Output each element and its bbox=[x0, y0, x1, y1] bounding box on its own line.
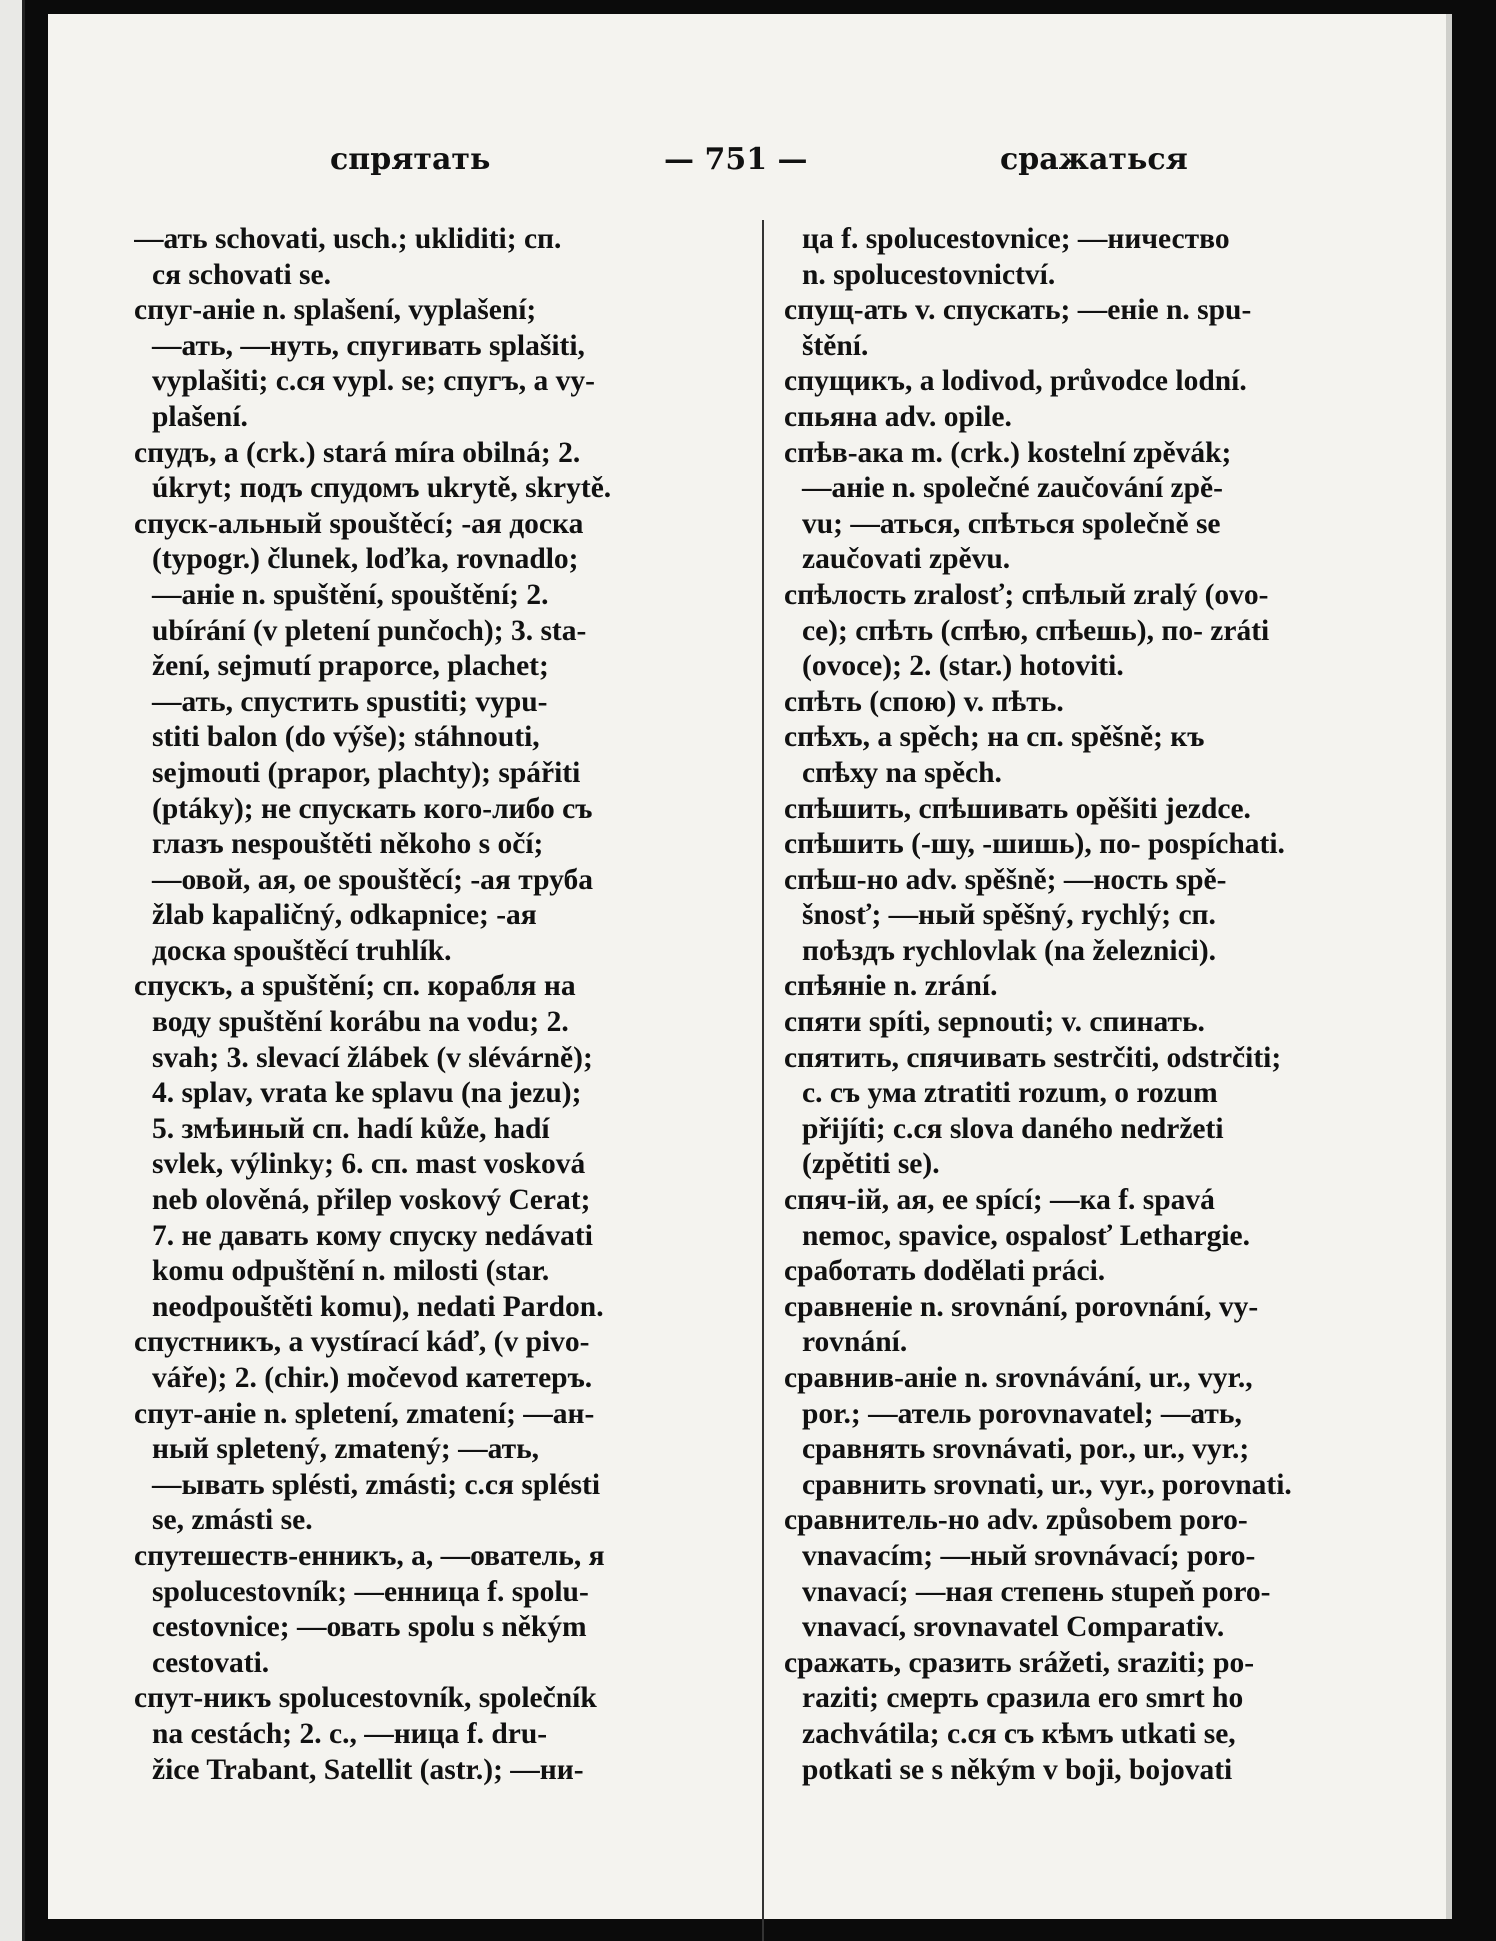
entry-line: se, zmásti se. bbox=[152, 1504, 313, 1537]
entry-line: šnosť; —ный spěšný, rychlý; сп. bbox=[802, 899, 1216, 932]
entry-line: сравнять srovnávati, por., ur., vyr.; bbox=[802, 1433, 1250, 1466]
entry-line: спудъ, a (crk.) stará míra obilná; 2. bbox=[134, 436, 581, 469]
entry-line: с. съ ума ztratiti rozum, o rozum bbox=[802, 1077, 1218, 1110]
entry-line: rovnání. bbox=[802, 1326, 908, 1359]
right-column bbox=[784, 222, 1396, 1788]
entry-line: 5. змѣиный сп. hadí kůže, hadí bbox=[152, 1112, 550, 1145]
entry-line: —ать, спустить spustiti; vypu- bbox=[152, 685, 548, 718]
entry-line: —аніе n. spuštění, spouštění; 2. bbox=[152, 578, 549, 611]
entry-line: спут-никъ spolucestovník, společník bbox=[134, 1682, 597, 1715]
entry-line: ся schovati se. bbox=[152, 258, 332, 291]
entry-line: спѣхъ, a spěch; на сп. spěšně; къ bbox=[784, 721, 1205, 754]
entry-line: plašení. bbox=[152, 400, 248, 433]
entry-line: ца f. spolucestovnice; —ничество bbox=[802, 223, 1230, 255]
entry-line: спуск-альный spouštěcí; -ая доска bbox=[134, 507, 584, 540]
entry-line: спѣяніе n. zrání. bbox=[784, 970, 998, 1003]
entry-line: 4. splav, vrata ke splavu (na jezu); bbox=[152, 1077, 582, 1110]
entry-line: доска spouštěcí truhlík. bbox=[152, 934, 452, 967]
entry-line: спѣлость zralosť; спѣлый zralý (ovo- bbox=[784, 578, 1269, 611]
entry-line: žlab kapaličný, odkapnice; -ая bbox=[152, 899, 537, 932]
entry-line: přijíti; с.ся slova daného nedržeti bbox=[802, 1112, 1224, 1145]
entry-line: —аніе n. společné zaučování zpě- bbox=[802, 472, 1223, 505]
entry-line: svlek, výlinky; 6. сп. mast vosková bbox=[152, 1148, 586, 1181]
entry-line: neodpouštěti komu), nedati Pardon. bbox=[152, 1290, 604, 1323]
entry-line: спяч-ій, ая, ее spící; —ка f. spavá bbox=[784, 1184, 1215, 1217]
entry-line: сработать dodělati práci. bbox=[784, 1255, 1106, 1288]
entry-line: воду spuštění korábu na vodu; 2. bbox=[152, 1006, 569, 1039]
entry-line: спущикъ, a lodivod, průvodce lodní. bbox=[784, 365, 1247, 398]
entry-line: por.; —атель porovnavatel; —ать, bbox=[802, 1397, 1242, 1430]
entry-line: сравненіе n. srovnání, porovnání, vy- bbox=[784, 1290, 1259, 1323]
entry-line: vnavacím; —ный srovnávací; poro- bbox=[802, 1539, 1256, 1572]
entry-line: neb olověná, přilep voskový Cerat; bbox=[152, 1184, 591, 1217]
entry-line: поѣздъ rychlovlak (na železnici). bbox=[802, 934, 1217, 967]
entry-line: cestovnice; —овать spolu s někým bbox=[152, 1611, 587, 1644]
entry-line: спяти spíti, sepnouti; v. спинать. bbox=[784, 1006, 1205, 1039]
entry-line: štění. bbox=[802, 329, 869, 362]
entry-line: váře); 2. (chir.) močevod катетеръ. bbox=[152, 1362, 593, 1394]
previous-page-edge bbox=[0, 0, 25, 1941]
entry-line: спускъ, a spuštění; сп. корабля на bbox=[134, 970, 576, 1003]
entry-line: сравнитель-но adv. způsobem poro- bbox=[784, 1504, 1248, 1537]
entry-line: спѣшить (-шу, -шишь), по- pospíchati. bbox=[784, 828, 1285, 861]
entry-line: nemoc, spavice, ospalosť Lethargie. bbox=[802, 1219, 1251, 1252]
entry-line: (ptáky); не спускать кого-либо съ bbox=[152, 792, 593, 825]
entry-line: ce); спѣть (спѣю, спѣешь), по- zráti bbox=[802, 614, 1270, 647]
entry-line: (ovoce); 2. (star.) hotoviti. bbox=[802, 650, 1124, 683]
entry-line: zachvátila; с.ся съ кѣмъ utkati se, bbox=[802, 1717, 1236, 1750]
entry-line: глазъ nespouštěti někoho s očí; bbox=[152, 828, 544, 861]
entry-line: potkati se s někým v boji, bojovati bbox=[802, 1753, 1233, 1786]
entry-line: —ывать splésti, zmásti; с.ся splésti bbox=[152, 1468, 601, 1501]
entry-line: sejmouti (prapor, plachty); spářiti bbox=[152, 756, 581, 789]
entry-line: stiti balon (do výše); stáhnouti, bbox=[152, 721, 540, 754]
entry-line: спьяна adv. opile. bbox=[784, 400, 1012, 433]
page-number: — 751 — bbox=[664, 142, 808, 177]
entry-line: ubírání (v pletení punčoch); 3. sta- bbox=[152, 614, 587, 647]
entry-line: komu odpuštění n. milosti (star. bbox=[152, 1255, 550, 1288]
header-left-word: спрятать bbox=[330, 142, 491, 177]
entry-line: спуг-аніе n. splašení, vyplašení; bbox=[134, 294, 537, 327]
header-right-word: сражаться bbox=[1000, 142, 1188, 177]
entry-line: —ать schovati, usch.; ukliditi; сп. bbox=[134, 223, 562, 255]
entry-line: спустникъ, a vystírací káď, (v pivo- bbox=[134, 1326, 590, 1359]
entry-line: vu; —аться, спѣться společně se bbox=[802, 507, 1221, 540]
entry-line: спутешеств-енникъ, a, —ователь, я bbox=[134, 1539, 605, 1572]
entry-line: svah; 3. slevací žlábek (v slévárně); bbox=[152, 1041, 593, 1074]
entry-line: спѣш-но adv. spěšně; —ность spě- bbox=[784, 863, 1227, 896]
entry-line: na cestách; 2. с., —ница f. dru- bbox=[152, 1717, 548, 1750]
entry-line: n. spolucestovnictví. bbox=[802, 258, 1056, 291]
entry-line: úkryt; подъ спудомъ ukrytě, skrytě. bbox=[152, 472, 612, 505]
entry-line: spolucestovník; —енница f. spolu- bbox=[152, 1575, 589, 1608]
entry-line: žení, sejmutí praporce, plachet; bbox=[152, 650, 549, 683]
dictionary-page bbox=[48, 14, 1446, 1919]
entry-line: спятить, спячивать sestrčiti, odstrčiti; bbox=[784, 1041, 1282, 1074]
entry-line: спут-аніе n. spletení, zmatení; —ан- bbox=[134, 1397, 595, 1430]
entry-line: спѣть (спою) v. пѣть. bbox=[784, 685, 1064, 718]
entry-line: raziti; смерть сразила его smrt ho bbox=[802, 1682, 1244, 1715]
entry-line: сражать, сразить srážeti, sraziti; po- bbox=[784, 1646, 1255, 1679]
entry-line: —овой, ая, ое spouštěcí; -ая труба bbox=[152, 863, 593, 896]
entry-line: сравнив-аніе n. srovnávání, ur., vyr., bbox=[784, 1362, 1253, 1394]
entry-line: ный spletený, zmatený; —ать, bbox=[152, 1433, 540, 1466]
entry-line: спѣху na spěch. bbox=[802, 756, 1002, 789]
entry-line: —ать, —нуть, спугивать splašiti, bbox=[152, 329, 585, 362]
entry-line: vyplašiti; с.ся vypl. se; спугъ, a vy- bbox=[152, 365, 595, 398]
entry-line: спущ-ать v. спускать; —еніе n. spu- bbox=[784, 294, 1252, 327]
entry-line: 7. не давать кому спуску nedávati bbox=[152, 1219, 593, 1252]
entry-line: vnavací, srovnavatel Comparativ. bbox=[802, 1611, 1225, 1644]
entry-line: zaučovati zpěvu. bbox=[802, 543, 1011, 576]
page-right-edge bbox=[1446, 14, 1452, 1919]
entry-line: cestovati. bbox=[152, 1646, 270, 1679]
entry-line: vnavací; —ная степень stupeň poro- bbox=[802, 1575, 1271, 1608]
column-divider bbox=[762, 220, 764, 1941]
entry-line: žice Trabant, Satellit (astr.); —ни- bbox=[152, 1753, 584, 1786]
left-column bbox=[134, 222, 746, 1788]
entry-line: (zpětiti se). bbox=[802, 1148, 940, 1181]
entry-line: (typogr.) člunek, loďka, rovnadlo; bbox=[152, 543, 579, 576]
entry-line: сравнить srovnati, ur., vyr., porovnati. bbox=[802, 1468, 1292, 1501]
running-header bbox=[134, 142, 1392, 182]
entry-line: спѣшить, спѣшивать opěšiti jezdce. bbox=[784, 792, 1251, 825]
entry-line: спѣв-ака m. (crk.) kostelní zpěvák; bbox=[784, 436, 1232, 469]
